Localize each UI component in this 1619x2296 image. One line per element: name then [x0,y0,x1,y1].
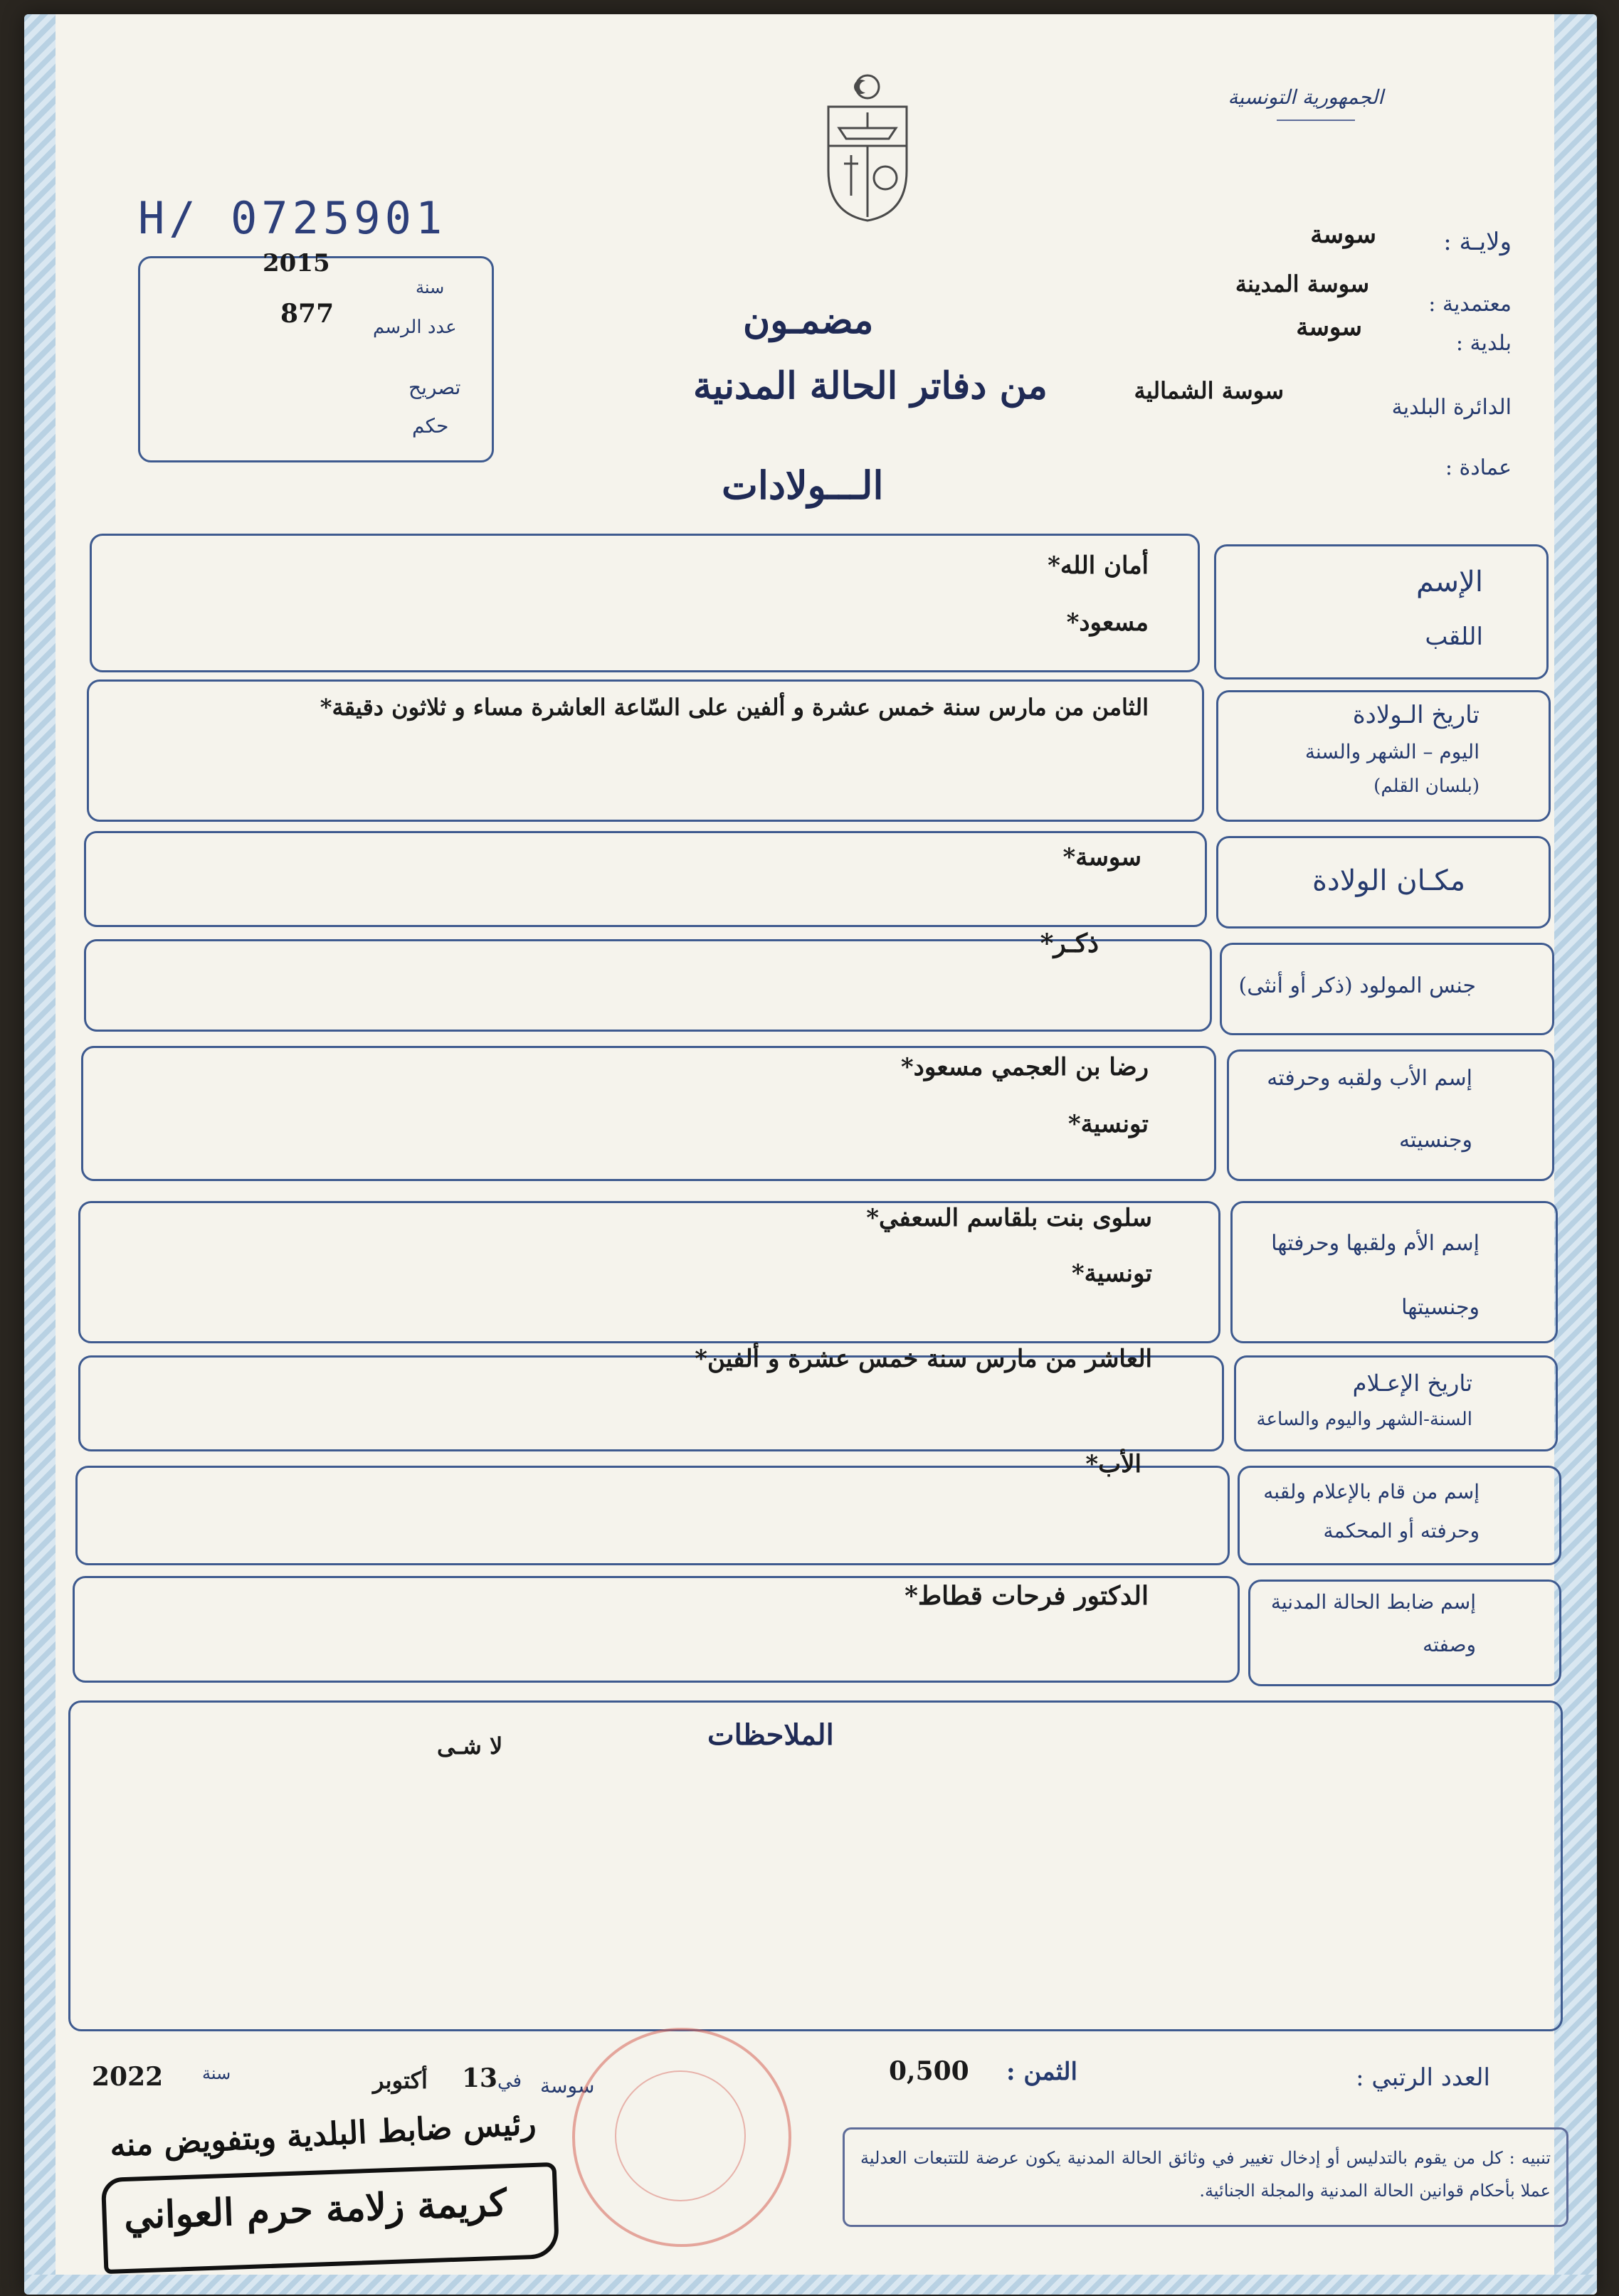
row-sex-value: ذكـر* [1040,929,1099,958]
row-mother-label-2: وجنسيتها [1401,1295,1480,1320]
register-number-label: عدد الرسم [373,317,457,338]
row-name-label-1: الإسم [1415,566,1483,598]
row-name-label-box [1214,544,1549,679]
register-judgment-label: حكم [412,414,449,438]
omada-label: عمادة : [1445,455,1512,480]
tunisia-coat-of-arms-icon [814,71,921,228]
mootamdia-label: معتمدية : [1428,292,1512,317]
signature-line-2: كريمة زلامة حرم العواني [123,2181,508,2238]
republic-underline [1277,120,1355,121]
row-officer-label-2: وصفته [1423,1633,1476,1656]
row-birthdate-label-3: (بلسان القلم) [1373,776,1480,797]
baladia-label: بلدية : [1455,331,1512,356]
document-subtitle: من دفاتر الحالة المدنية [693,364,1048,408]
order-number-label: العدد الرتبي : [1356,2063,1490,2092]
row-declarant-value-box [75,1466,1230,1565]
date-day: 13 [462,2063,498,2093]
border-pattern-bottom [24,2275,1597,2295]
register-number-value: 877 [280,299,334,329]
row-birthdate-value: الثامن من مارس سنة خمس عشرة و ألفين على السّاعة العاشرة مساء و ثلاثون دقيقة* [320,694,1149,721]
remarks-title: الملاحظات [707,1718,834,1752]
register-year-label: سنة [416,277,445,297]
price-label: الثمن : [1006,2058,1077,2086]
row-birthplace-value: سوسة* [1062,843,1141,872]
row-declaration-date-label-2: السنة-الشهر واليوم والساعة [1256,1409,1472,1430]
signature-line-1: رئيس ضابط البلدية وبتفويض منه [109,2105,537,2164]
wilaya-label: ولايـة : [1443,228,1512,256]
daira-value: سوسة الشمالية [1134,377,1284,404]
row-declarant-label-1: إسم من قام بالإعلام ولقبه [1263,1480,1480,1503]
official-stamp-inner-icon [615,2070,746,2201]
row-name-value-1: أمان الله* [1048,551,1149,580]
row-birthplace-value-box [84,831,1207,927]
mootamdia-value: سوسة المدينة [1235,270,1369,297]
republic-heading: الجمهورية التونسية [1228,85,1383,109]
row-mother-value-2: تونسية* [1071,1259,1152,1288]
date-month: أكتوبر [373,2067,428,2094]
row-mother-label-box [1230,1201,1558,1343]
date-year-label: سنة [202,2063,231,2083]
row-birthplace-label: مكـان الولادة [1312,864,1465,897]
border-pattern-left [24,14,56,2295]
notice-text: تنبيه : كل من يقوم بالتدليس أو إدخال تغيير في وثائق الحالة المدنية يكون عرضة للتتبعات العدلية عملا بأحكام قوانين الحالة المدنية والمجلة الجنائية. [860,2148,1551,2201]
row-father-value-2: تونسية* [1067,1110,1149,1138]
row-name-label-2: اللقب [1425,623,1483,651]
row-name-value-box [90,534,1200,672]
wilaya-value: سوسة [1310,221,1376,249]
row-father-label-2: وجنسيته [1398,1128,1472,1153]
row-mother-label-1: إسم الأم ولقبها وحرفتها [1271,1231,1480,1256]
row-birthdate-label-1: تاريخ الـولادة [1352,701,1480,729]
price-value: 0,500 [889,2056,969,2086]
date-year-value: 2022 [92,2062,164,2092]
section-title: الـــولادات [722,462,884,508]
document-title: مضمـون [743,299,874,342]
row-mother-value-1: سلوى بنت بلقاسم السعفي* [866,1204,1152,1232]
place-value: سوسة [540,2074,595,2097]
row-declaration-date-value: العاشر من مارس سنة خمس عشرة و ألفين* [695,1345,1152,1373]
row-father-label-1: إسم الأب ولقبه وحرفته [1267,1066,1472,1091]
row-officer-label-1: إسم ضابط الحالة المدنية [1270,1590,1476,1614]
daira-label: الدائرة البلدية [1391,395,1512,420]
row-declarant-value: الأب* [1085,1450,1141,1478]
document-paper [24,14,1597,2295]
row-birthdate-label-2: اليوم – الشهر والسنة [1304,740,1480,763]
row-father-value-1: رضا بن العجمي مسعود* [900,1053,1149,1081]
row-declarant-label-2: وحرفته أو المحكمة [1323,1519,1480,1543]
date-prefix: في [497,2070,522,2092]
row-officer-value: الدكتور فرحات قطاط* [905,1581,1149,1611]
row-declaration-date-label-1: تاريخ الإعـلام [1352,1370,1472,1397]
register-declaration-label: تصريح [408,376,461,399]
row-name-value-2: مسعود* [1066,608,1149,637]
register-year-value: 2015 [263,249,330,277]
serial-number: H/ 0725901 [138,192,447,244]
baladia-value: سوسة [1296,313,1362,342]
remarks-value: لا شـى [437,1732,503,1760]
row-sex-label: جنس المولود (ذكر أو أنثى) [1238,973,1476,998]
